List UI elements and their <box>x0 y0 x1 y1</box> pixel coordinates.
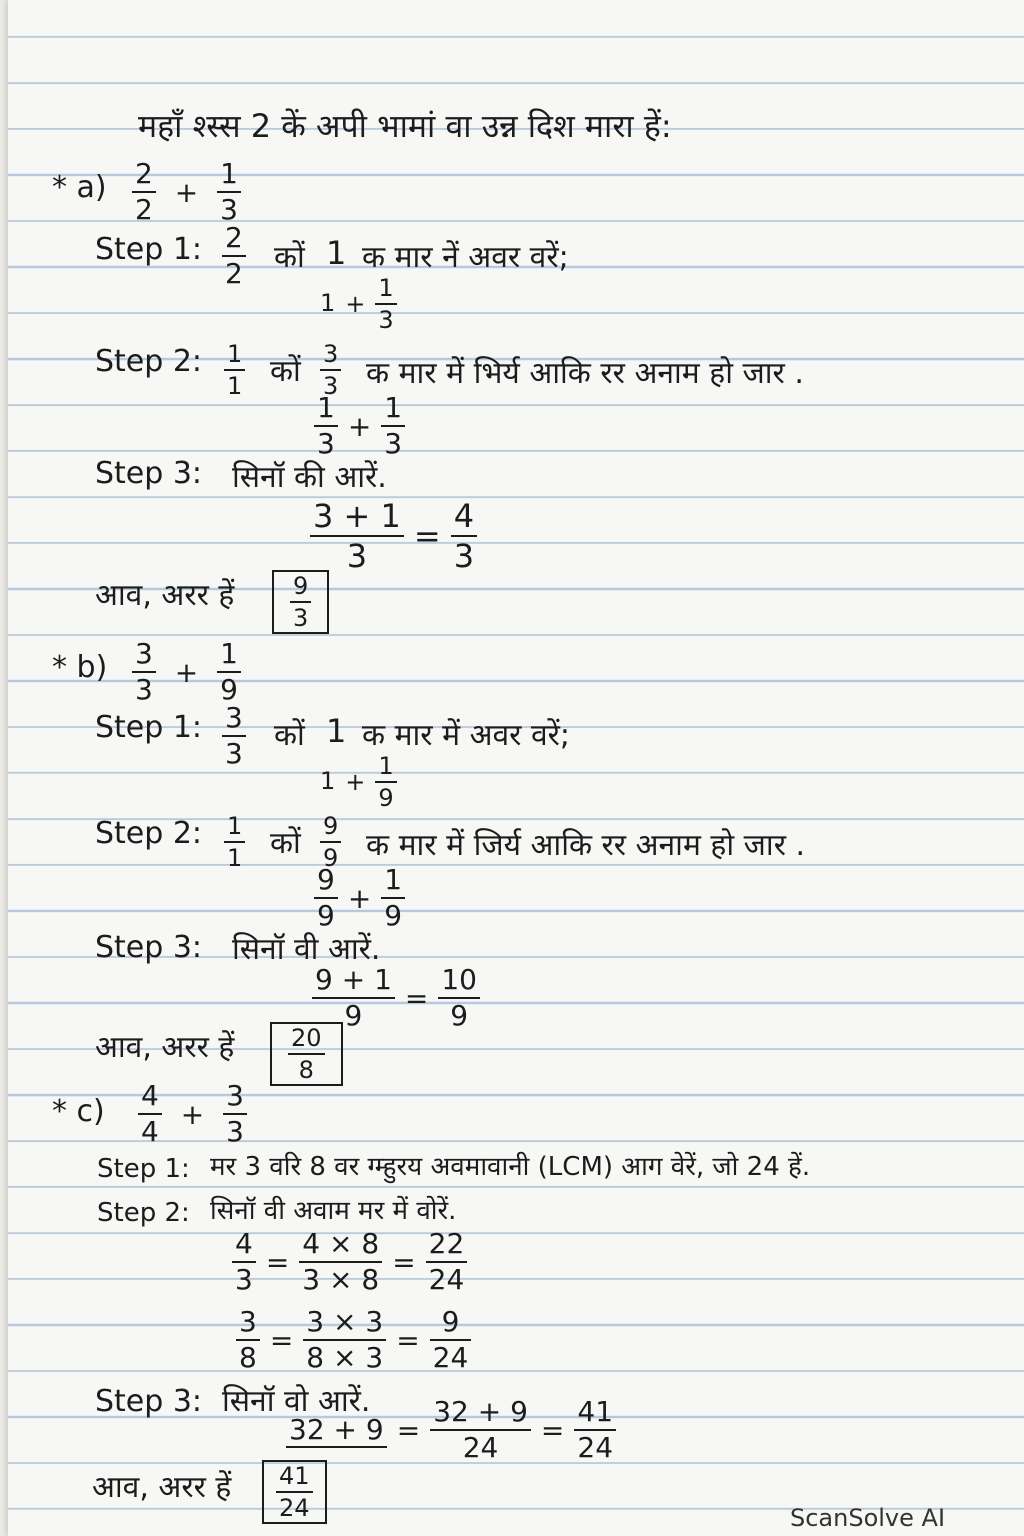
c-step3-text: सिनॉ वो आरें. <box>222 1384 371 1419</box>
a-step2-fraction-1: $\frac{1}{1}$ <box>224 342 245 398</box>
a-step1-label: Step 1: <box>95 232 203 267</box>
page-heading: महाँ श्स्स 2 कें अपी भामां वा उन्न दिश मारा हें: <box>138 107 672 145</box>
part-b-label: * b) <box>52 650 108 685</box>
plus-sign: + <box>174 175 199 209</box>
a-step1-text: क मार नें अवर वरें; <box>362 240 569 275</box>
b-step2-result: $\frac{9}{9}$ + $\frac{1}{9}$ <box>314 866 405 930</box>
a-answer-text: आव, अरर हें <box>95 578 235 613</box>
b-step1-label: Step 1: <box>95 710 203 745</box>
c-step1-label: Step 1: <box>97 1154 190 1184</box>
b-step3-equation: $\frac{9 + 1}{9}$ = $\frac{10}{9}$ <box>312 966 480 1030</box>
c-step3-equation: 32 + 9 = $\frac{32 + 9}{24}$ = $\frac{41}{24}$ <box>286 1398 616 1462</box>
a-step2-label: Step 2: <box>95 344 203 379</box>
c-answer-text: आव, अरर हें <box>92 1470 232 1505</box>
a-step2-result: $\frac{1}{3}$ + $\frac{1}{3}$ <box>314 394 405 458</box>
a-step3-equation: $\frac{3 + 1}{3}$ = $\frac{4}{3}$ <box>310 500 477 572</box>
part-b-problem: $\frac{3}{3}$ + $\frac{1}{9}$ <box>132 640 241 704</box>
c-step2-label: Step 2: <box>97 1198 190 1228</box>
c-step2-text: सिनॉ वी अवाम मर में वोरें. <box>210 1196 457 1226</box>
b-step2-word: कों <box>270 826 301 861</box>
b-step2-fraction-1: $\frac{1}{1}$ <box>224 814 245 870</box>
a-step2-text: क मार में भिर्य आकि रर अनाम हो जार . <box>366 356 804 391</box>
notebook-page <box>8 0 1024 1536</box>
b-step1-text: क मार में अवर वरें; <box>362 718 571 753</box>
a-step1-word: कों <box>274 240 305 275</box>
b-step3-text: सिनॉ वी आरें. <box>232 932 381 967</box>
a-answer-box: $\frac{9}{3}$ <box>272 570 329 634</box>
a-step3-text: सिनॉ की आरें. <box>232 460 387 495</box>
b-step1-one: 1 <box>326 712 347 750</box>
c-step1-text: मर 3 वरि 8 वर ग्म्हुरय अवमावानी (LCM) आग वेरें, जो 24 हें. <box>210 1152 811 1182</box>
c-step2-row-2: $\frac{3}{8}$ = $\frac{3 \times 3}{8 \times 3}$ = $\frac{9}{24}$ <box>236 1308 471 1372</box>
c-step3-label: Step 3: <box>95 1384 203 1419</box>
a-step2-fraction-2: $\frac{3}{3}$ <box>320 342 341 398</box>
c-answer-box: $\frac{41}{24}$ <box>262 1460 327 1524</box>
b-step1-fraction: $\frac{3}{3}$ <box>222 704 246 768</box>
b-answer-box: $\frac{20}{8}$ <box>270 1022 343 1086</box>
a-step2-word: कों <box>270 354 301 389</box>
part-a-problem <box>132 157 241 226</box>
c-step2-row-1: $\frac{4}{3}$ = $\frac{4 \times 8}{3 \times 8}$ = $\frac{22}{24}$ <box>232 1230 467 1294</box>
b-step1-result: 1 + $\frac{1}{9}$ <box>320 754 397 810</box>
a-step1-fraction: $\frac{2}{2}$ <box>222 224 246 288</box>
b-step1-word: कों <box>274 718 305 753</box>
a-step1-result: 1 + $\frac{1}{3}$ <box>320 276 397 332</box>
fraction: $\frac{1}{3}$ <box>217 160 241 224</box>
watermark: ScanSolve AI <box>790 1504 946 1532</box>
part-c-label: * c) <box>52 1094 105 1129</box>
part-a-label: * a) <box>52 170 107 205</box>
b-step2-fraction-2: $\frac{9}{9}$ <box>320 814 341 870</box>
b-step2-label: Step 2: <box>95 816 203 851</box>
b-answer-text: आव, अरर हें <box>95 1030 235 1065</box>
b-step2-text: क मार में जिर्य आकि रर अनाम हो जार . <box>366 828 806 863</box>
a-step1-one: 1 <box>326 234 347 272</box>
fraction: $\frac{2}{2}$ <box>132 160 156 224</box>
a-step3-label: Step 3: <box>95 456 203 491</box>
part-c-problem: $\frac{4}{4}$ + $\frac{3}{3}$ <box>138 1082 247 1146</box>
b-step3-label: Step 3: <box>95 930 203 965</box>
